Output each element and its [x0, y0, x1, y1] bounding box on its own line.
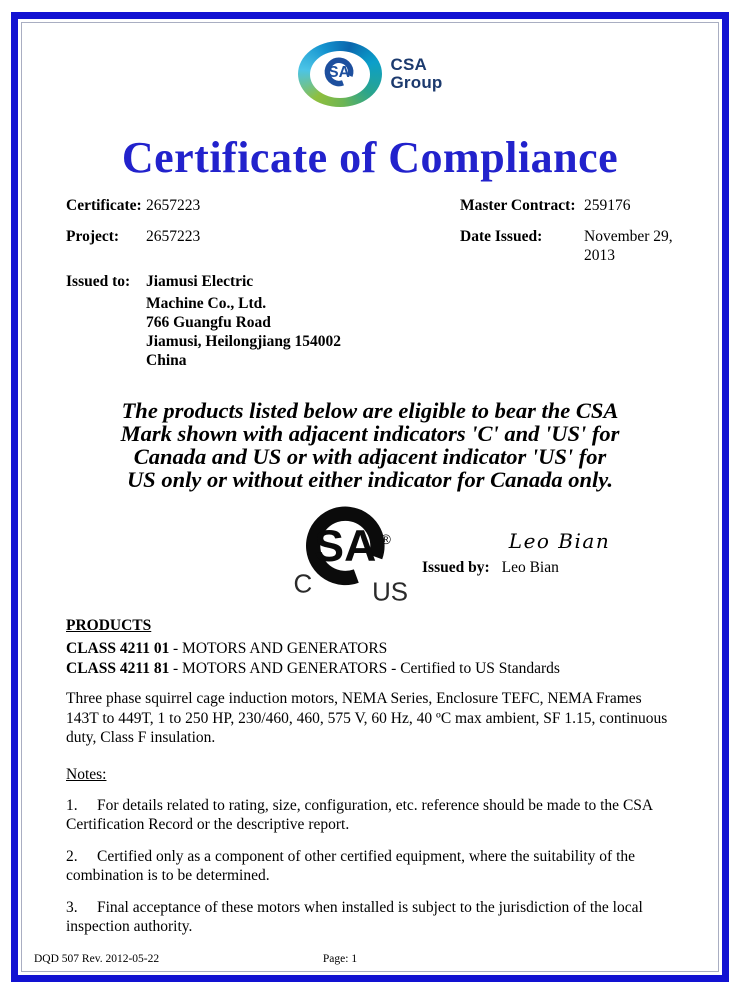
certificate-label: Certificate:	[66, 197, 142, 214]
issued-by-label: Issued by:	[422, 559, 490, 576]
product-description: Three phase squirrel cage induction motors, NEMA Series, Enclosure TEFC, NEMA Frames 143T to 449T, 1 to 250 HP, 230/460, 460, 575 V, 60 Hz, 40 ºC max ambient, SF 1.15, continuous duty, Class F insulation.	[66, 690, 668, 746]
class-desc: - MOTORS AND GENERATORS	[173, 640, 388, 657]
mark-monogram-letters: SA	[314, 522, 377, 572]
mark-indicator-c: C	[293, 570, 313, 599]
address-line: China	[146, 352, 187, 369]
page-title: Certificate of Compliance	[121, 133, 619, 182]
statement-line: Mark shown with adjacent indicators 'C' and 'US' for	[120, 421, 620, 446]
page-border-inner	[21, 22, 719, 972]
statement-line: US only or without either indicator for Canada only.	[126, 467, 614, 492]
document-reference: DQD 507 Rev. 2012-05-22	[34, 953, 160, 965]
date-issued-value: November 29, 2013	[584, 228, 673, 264]
csa-c-us-mark-icon	[284, 503, 412, 603]
address-line: 766 Guangfu Road	[146, 314, 271, 331]
signature-script: Leo Bian	[508, 529, 611, 553]
master-contract-label: Master Contract:	[460, 197, 576, 214]
issued-by-row	[422, 559, 637, 577]
issued-to-block	[146, 272, 460, 370]
statement-line: Canada and US or with adjacent indicator 'US' for	[133, 444, 607, 469]
product-classes	[66, 639, 674, 678]
note-item: 3. Final acceptance of these motors when installed is subject to the jurisdiction of the local inspection authority.	[66, 898, 647, 935]
csa-group-logo	[66, 40, 674, 108]
registered-symbol: ®	[381, 532, 391, 548]
certificate-value: 2657223	[146, 197, 201, 214]
page-number: Page: 1	[322, 953, 358, 965]
date-issued-label: Date Issued:	[460, 228, 543, 245]
page-border-outer	[11, 12, 729, 982]
statement-line: The products listed below are eligible to bear the CSA	[121, 398, 619, 423]
certificate-content	[22, 40, 718, 988]
notes-heading: Notes:	[66, 765, 107, 783]
signature-block	[422, 529, 637, 577]
issued-by-value: Leo Bian	[501, 559, 559, 576]
address-line: Machine Co., Ltd.	[146, 295, 267, 312]
certificate-info	[66, 196, 674, 370]
wordmark-line2: Group	[390, 73, 443, 92]
products-heading: PRODUCTS	[66, 617, 152, 634]
class-code: CLASS 4211 01	[66, 640, 170, 657]
class-desc: - MOTORS AND GENERATORS - Certified to US Standards	[173, 659, 560, 677]
class-row	[66, 659, 674, 679]
csa-swirl-icon	[298, 41, 382, 107]
class-code: CLASS 4211 81	[66, 659, 170, 677]
info-row-certificate	[66, 196, 674, 215]
issued-to-name: Jiamusi Electric	[146, 273, 254, 290]
csa-swirl-inner	[310, 51, 370, 98]
note-item: 1. For details related to rating, size, configuration, etc. reference should be made to the CSA Certification Record or the descriptive report.	[66, 796, 657, 833]
eligibility-statement	[66, 399, 674, 491]
issued-to-label: Issued to:	[66, 273, 131, 290]
mark-and-signature-row	[284, 503, 674, 603]
csa-monogram-letters: SA	[327, 63, 350, 81]
info-row-issued-to	[66, 272, 674, 370]
note-item: 2. Certified only as a component of other certified equipment, where the suitability of the combination is to be determined.	[66, 847, 639, 884]
class-row	[66, 639, 674, 659]
wordmark-line1: CSA	[390, 55, 427, 74]
address-line: Jiamusi, Heilongjiang 154002	[146, 333, 342, 350]
project-label: Project:	[66, 228, 120, 245]
csa-group-wordmark	[391, 56, 443, 92]
info-row-project	[66, 227, 674, 265]
master-contract-value: 259176	[584, 197, 631, 214]
mark-indicator-us: US	[372, 578, 409, 603]
project-value: 2657223	[146, 228, 201, 245]
csa-monogram-icon	[319, 56, 361, 93]
issued-to-address	[146, 294, 460, 370]
